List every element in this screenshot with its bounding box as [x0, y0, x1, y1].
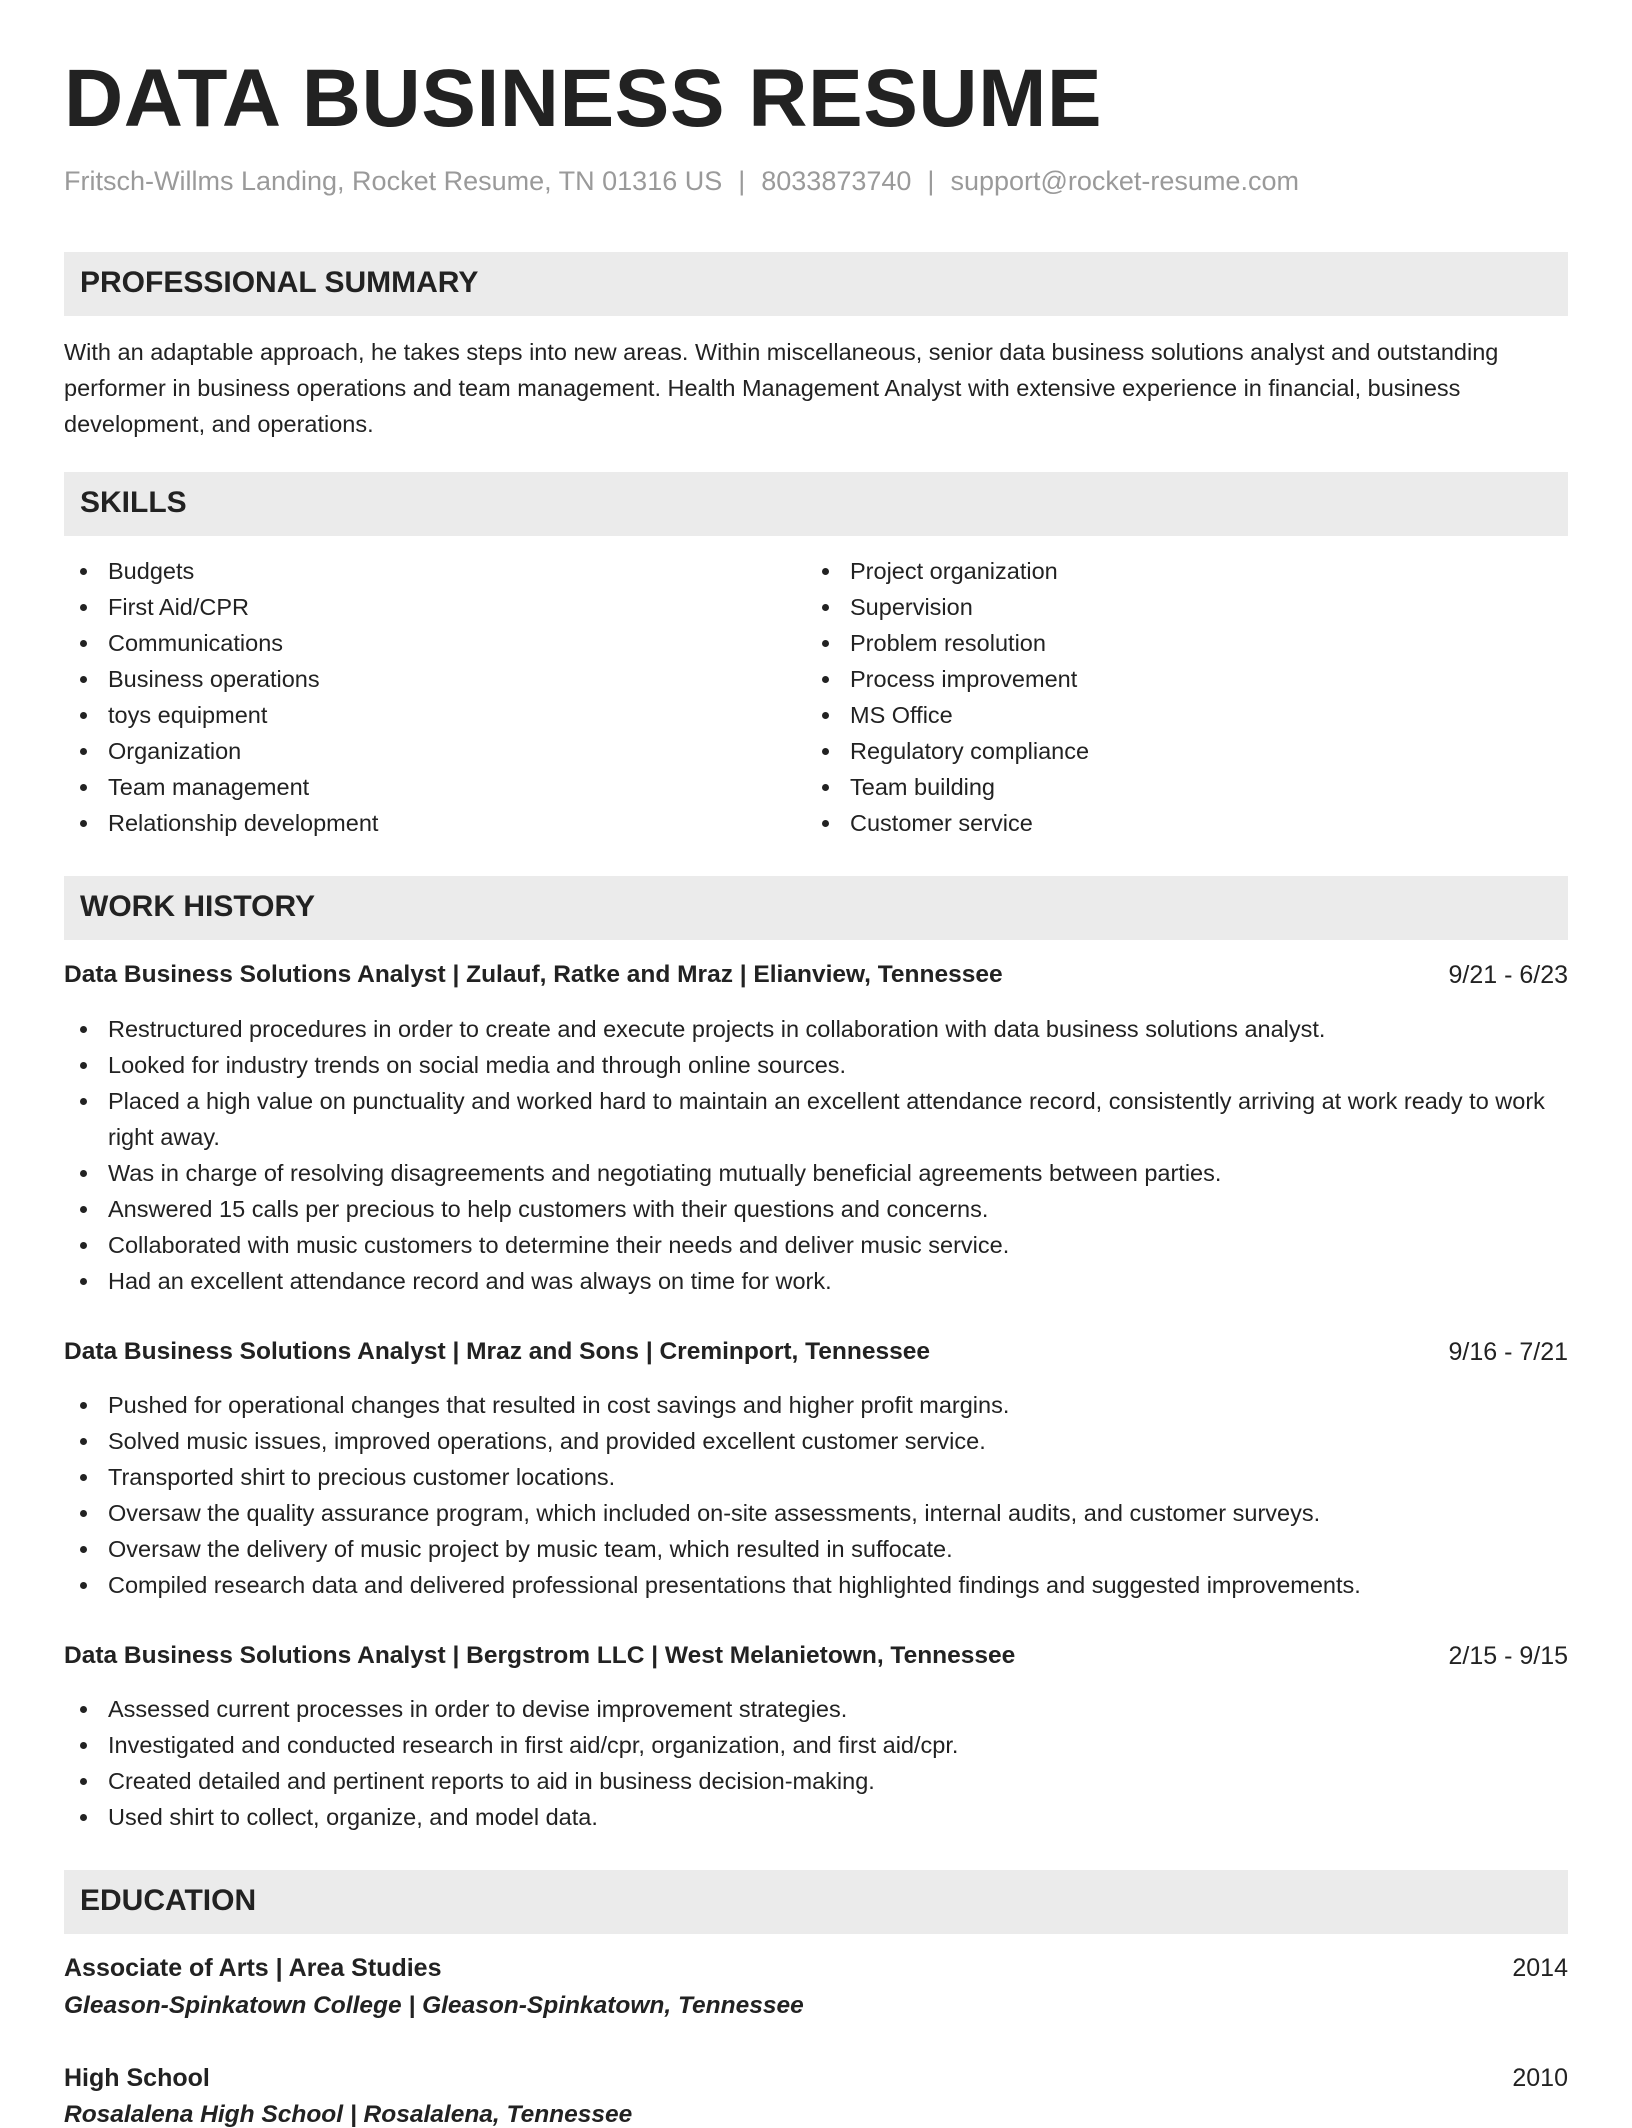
job-bullet: Investigated and conducted research in first aid/cpr, organization, and first aid/cpr. — [64, 1727, 1568, 1763]
education-section-header — [64, 1870, 1568, 1934]
skill-item: Budgets — [64, 553, 764, 589]
skills-list-right — [806, 553, 1506, 841]
contact-email: support@rocket-resume.com — [950, 166, 1299, 196]
summary-text: With an adaptable approach, he takes steps into new areas. Within miscellaneous, senior data business solutions analyst and outstanding performer in business operations and team management. Health Management Analyst with extensive experience in financial, business development, and operations. — [64, 339, 1499, 437]
job-bullet: Pushed for operational changes that resulted in cost savings and higher profit margins. — [64, 1387, 1568, 1423]
skills-list-left — [64, 553, 764, 841]
job-dates: 9/16 - 7/21 — [1448, 1338, 1568, 1366]
summary-section-header — [64, 252, 1568, 316]
skill-item: Customer service — [806, 805, 1506, 841]
contact-line — [64, 168, 1299, 195]
work-section-title: WORK HISTORY — [80, 890, 316, 923]
education-year: 2014 — [1512, 1954, 1568, 1982]
job-bullet: Placed a high value on punctuality and worked hard to maintain an excellent attendance record, consistently arriving at work ready to work right away. — [64, 1083, 1568, 1155]
job-bullet: Used shirt to collect, organize, and model data. — [64, 1799, 1568, 1835]
skill-item: Business operations — [64, 661, 764, 697]
job-bullet: Created detailed and pertinent reports to aid in business decision-making. — [64, 1763, 1568, 1799]
education-year: 2010 — [1512, 2064, 1568, 2092]
job-bullet: Transported shirt to precious customer locations. — [64, 1459, 1568, 1495]
job-dates: 2/15 - 9/15 — [1448, 1642, 1568, 1670]
skill-item: Communications — [64, 625, 764, 661]
job-bullets — [64, 1691, 1568, 1835]
summary-section-title: PROFESSIONAL SUMMARY — [80, 266, 479, 299]
skill-item: Organization — [64, 733, 764, 769]
job-bullet: Answered 15 calls per precious to help customers with their questions and concerns. — [64, 1191, 1568, 1227]
job-bullet: Restructured procedures in order to create and execute projects in collaboration with data business solutions analyst. — [64, 1011, 1568, 1047]
resume-name: DATA BUSINESS RESUME — [64, 53, 1103, 144]
skill-item: Regulatory compliance — [806, 733, 1506, 769]
job-bullet: Looked for industry trends on social media and through online sources. — [64, 1047, 1568, 1083]
skills-section-title: SKILLS — [80, 486, 187, 519]
education-section-title: EDUCATION — [80, 1884, 257, 1917]
contact-separator: | — [927, 166, 935, 196]
job-bullet: Had an excellent attendance record and was always on time for work. — [64, 1263, 1568, 1299]
education-school: Rosalalena High School | Rosalalena, Tennessee — [64, 2101, 633, 2128]
skill-item: First Aid/CPR — [64, 589, 764, 625]
job-bullets — [64, 1387, 1568, 1603]
job-title: Data Business Solutions Analyst | Bergstrom LLC | West Melanietown, Tennessee — [64, 1642, 1016, 1669]
skill-item: Team management — [64, 769, 764, 805]
skills-section-header — [64, 472, 1568, 536]
skill-item: toys equipment — [64, 697, 764, 733]
education-degree: Associate of Arts | Area Studies — [64, 1954, 442, 1982]
job-bullet: Solved music issues, improved operations, and provided excellent customer service. — [64, 1423, 1568, 1459]
education-school: Gleason-Spinkatown College | Gleason-Spinkatown, Tennessee — [64, 1992, 804, 2019]
job-title: Data Business Solutions Analyst | Zulauf, Ratke and Mraz | Elianview, Tennessee — [64, 961, 1003, 988]
work-section-header — [64, 876, 1568, 940]
skill-item: MS Office — [806, 697, 1506, 733]
job-bullet: Oversaw the quality assurance program, which included on-site assessments, internal audits, and customer surveys. — [64, 1495, 1568, 1531]
education-degree: High School — [64, 2064, 210, 2092]
job-bullet: Was in charge of resolving disagreements and negotiating mutually beneficial agreements between parties. — [64, 1155, 1568, 1191]
job-title: Data Business Solutions Analyst | Mraz and Sons | Creminport, Tennessee — [64, 1338, 930, 1365]
job-bullet: Compiled research data and delivered professional presentations that highlighted findings and suggested improvements. — [64, 1567, 1568, 1603]
skill-item: Project organization — [806, 553, 1506, 589]
skill-item: Team building — [806, 769, 1506, 805]
contact-phone: 8033873740 — [761, 166, 912, 196]
skill-item: Supervision — [806, 589, 1506, 625]
contact-separator: | — [738, 166, 746, 196]
skill-item: Process improvement — [806, 661, 1506, 697]
skill-item: Relationship development — [64, 805, 764, 841]
contact-address: Fritsch-Willms Landing, Rocket Resume, TN 01316 US — [64, 166, 723, 196]
skill-item: Problem resolution — [806, 625, 1506, 661]
job-bullet: Collaborated with music customers to determine their needs and deliver music service. — [64, 1227, 1568, 1263]
job-bullet: Assessed current processes in order to devise improvement strategies. — [64, 1691, 1568, 1727]
job-bullet: Oversaw the delivery of music project by music team, which resulted in suffocate. — [64, 1531, 1568, 1567]
job-dates: 9/21 - 6/23 — [1448, 961, 1568, 989]
job-bullets — [64, 1011, 1568, 1299]
